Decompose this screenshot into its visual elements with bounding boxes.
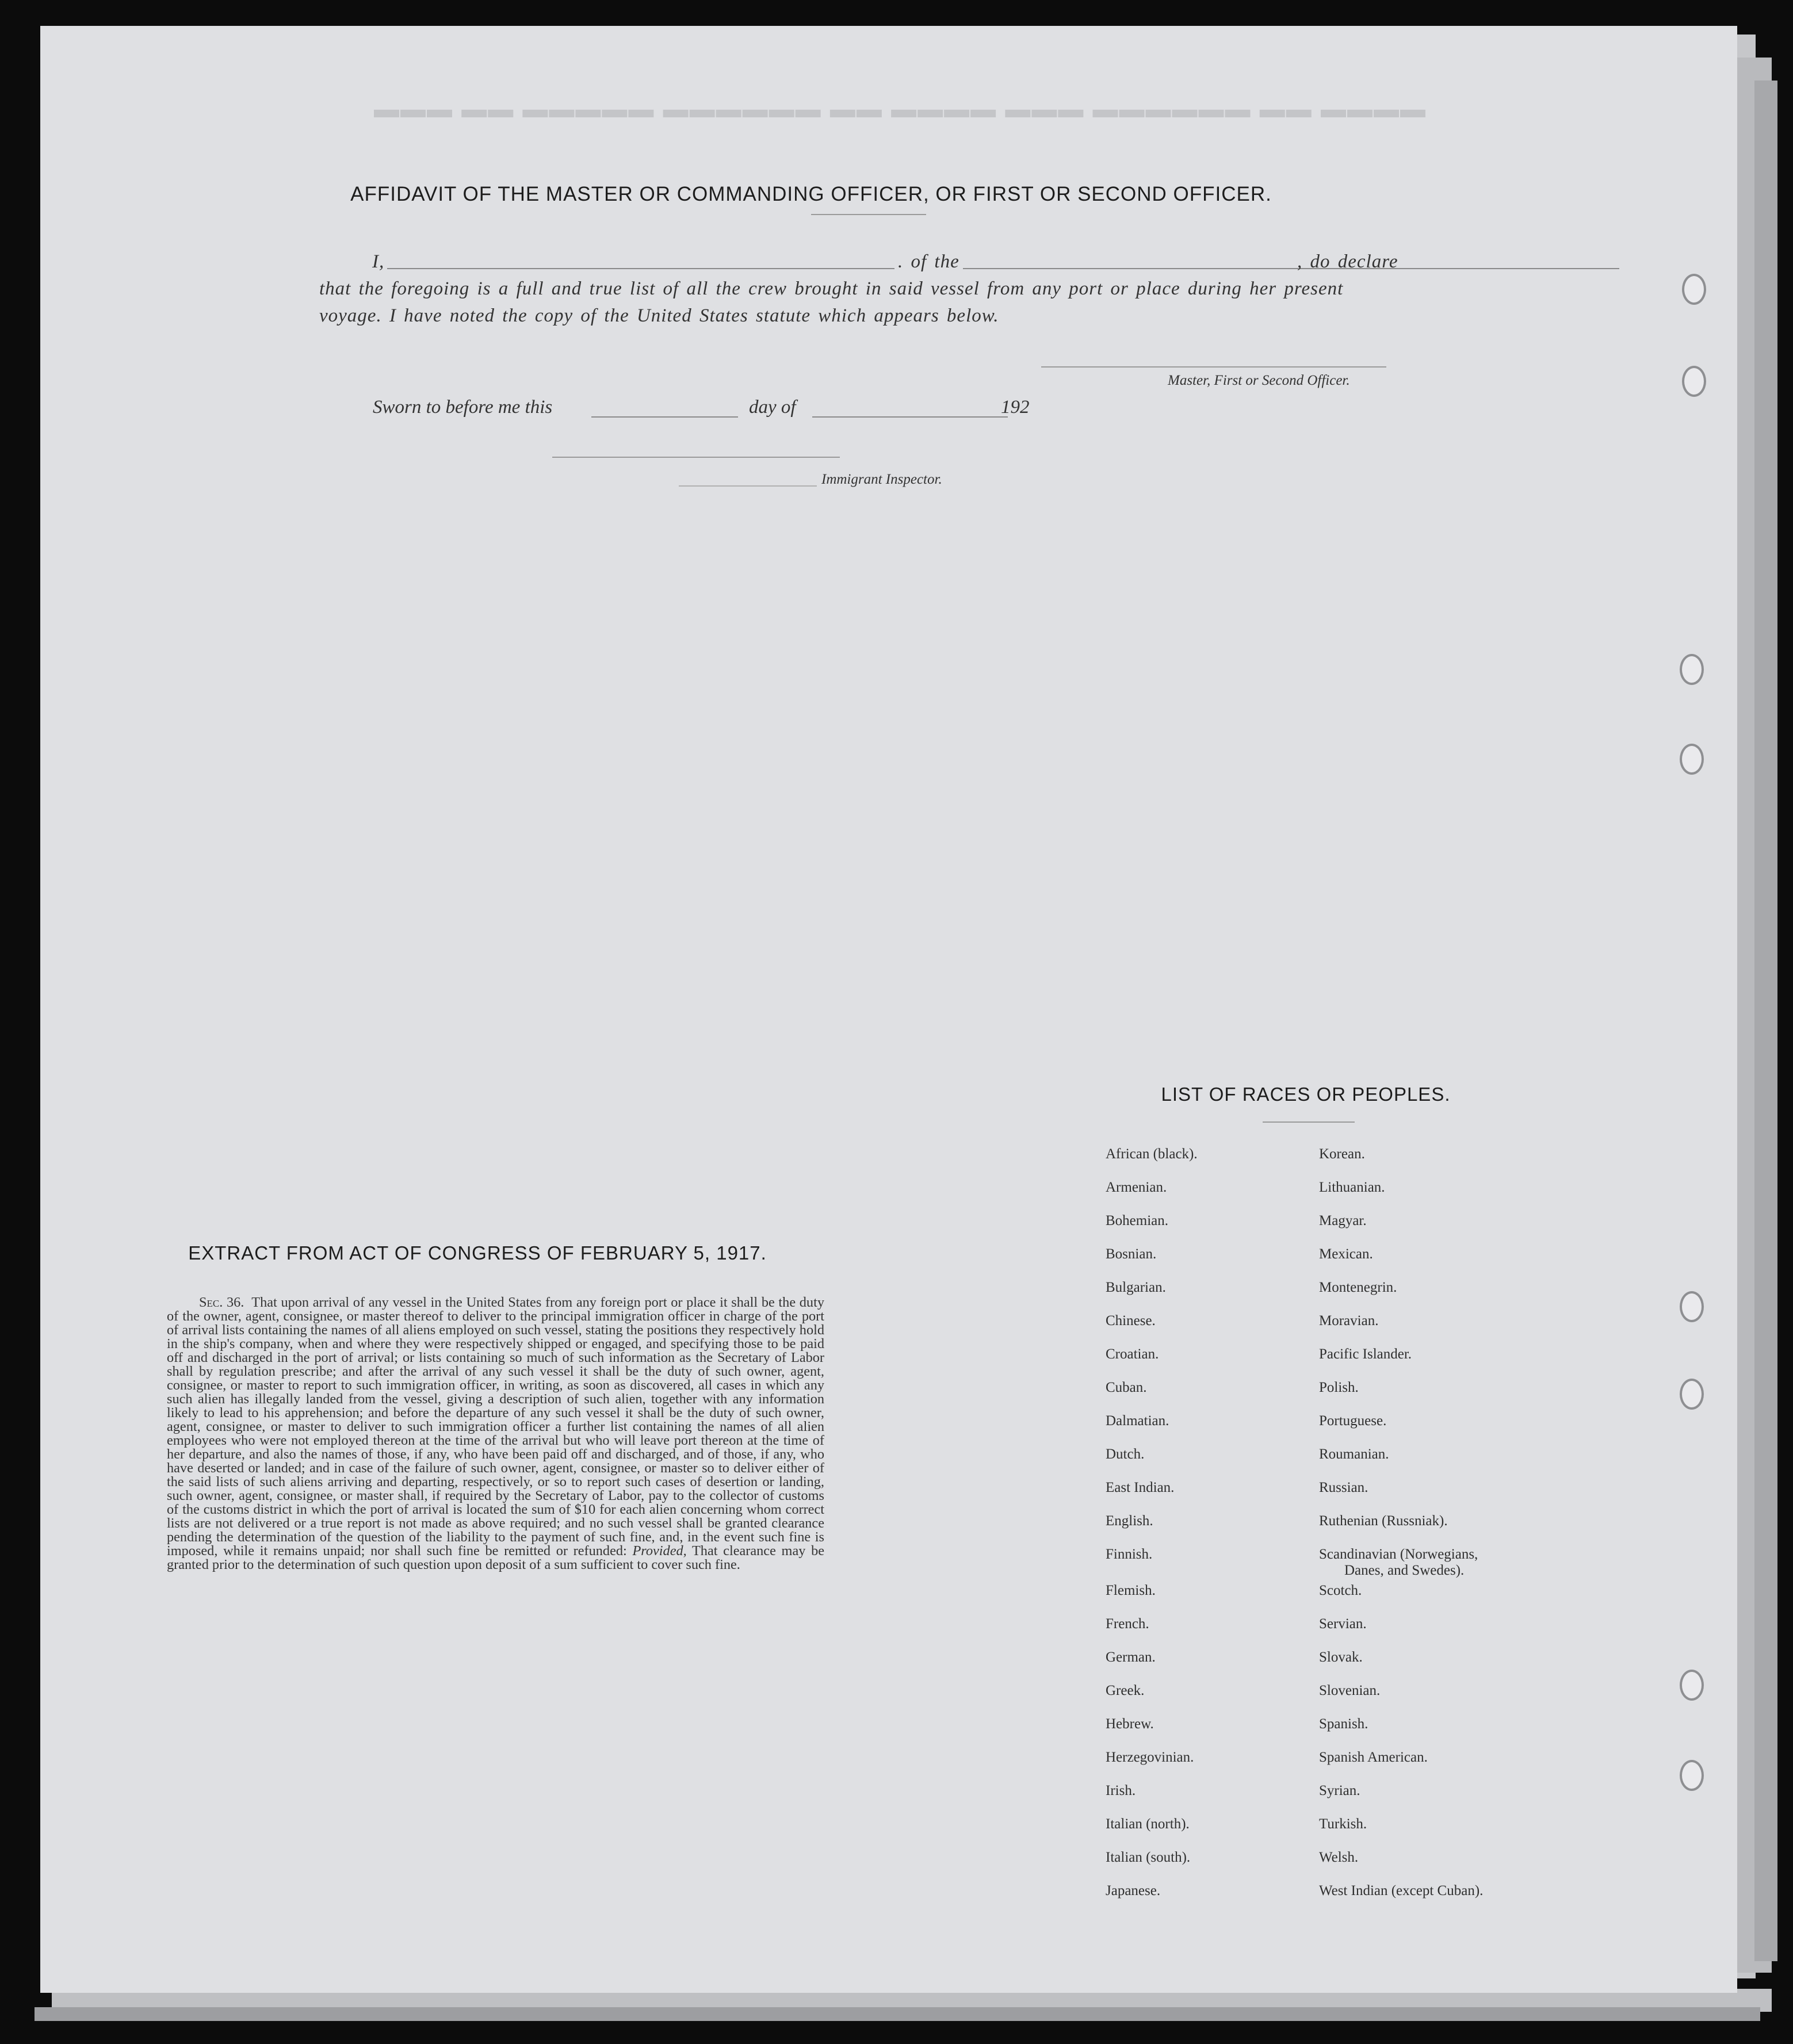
race-item: Croatian.	[1106, 1346, 1159, 1362]
sworn-prefix: Sworn to before me this	[373, 397, 553, 418]
sworn-day-of: day of	[749, 397, 796, 418]
declaration-line-3: voyage. I have noted the copy of the United States statute which appears below.	[319, 305, 999, 326]
race-item: Turkish.	[1319, 1816, 1367, 1832]
race-item: Dutch.	[1106, 1446, 1145, 1462]
binder-hole	[1682, 366, 1706, 397]
sworn-day-field[interactable]	[591, 416, 738, 418]
race-item: Italian (south).	[1106, 1850, 1191, 1865]
declaration-of-the: . of the	[894, 248, 963, 275]
race-item: Portuguese.	[1319, 1413, 1387, 1429]
race-item: West Indian (except Cuban).	[1319, 1883, 1484, 1898]
race-item: Roumanian.	[1319, 1446, 1389, 1462]
race-item: Moravian.	[1319, 1313, 1379, 1329]
race-item: Syrian.	[1319, 1783, 1360, 1798]
declaration-i: I,	[372, 251, 385, 272]
inspector-caption: Immigrant Inspector.	[821, 472, 942, 487]
extract-text: That upon arrival of any vessel in the United States from any foreign port or place it shall be the duty of the owner, agent, consignee, or master thereof to deliver to the principal immigration officer in charge of the port of arrival lists containing the names of all aliens employed on such vessel, stating the positions they respectively hold in the ship's company, when and where they were respectively shipped or engaged, and specifying those to be paid off and discharged in the port of arrival; or lists containing so much of such information as the Secretary of Labor shall by regulation prescribe; and after the arrival of any such vessel it shall be the duty of such owner, agent, consignee, or master to report to such immigration officer, in writing, as soon as discovered, all cases in which any such alien has illegally landed from the vessel, giving a description of such alien, together with any information likely to lead to his apprehension; and before the departure of any such vessel it shall be the duty of such owner, agent, consignee, or master to deliver to such immigration officer a further list containing the names of all alien employees who were not employed thereon at the time of the arrival but who will leave port thereon at the time of her departure, and also the names of those, if any, who have been paid off and discharged, and of those, if any, who have deserted or landed; and in case of the failure of such owner, agent, consignee, or master so to deliver either of the said lists of such aliens arriving and departing, respectively, or so to report such cases of desertion or landing, such owner, agent, consignee, or master shall, if required by the Secretary of Labor, pay to the collector of customs of the customs district in which the port of arrival is located the sum of $10 for each alien concerning whom correct lists are not delivered or a true report is not made as above required; and no such vessel shall be granted clearance pending the determination of the question of the liability to the payment of such fine, and, in the event such fine is imposed, while it remains unpaid; nor shall such fine be remitted or refunded:	[167, 1295, 824, 1559]
race-item: Scotch.	[1319, 1583, 1362, 1598]
sworn-month-field[interactable]	[812, 416, 1008, 418]
race-item: Hebrew.	[1106, 1716, 1154, 1732]
races-right-column	[1319, 1146, 1483, 1916]
sworn-line	[373, 397, 1063, 424]
extract-title: EXTRACT FROM ACT OF CONGRESS OF FEBRUARY 5, 1917.	[188, 1242, 767, 1264]
binder-hole	[1680, 1670, 1704, 1701]
race-item: Cuban.	[1106, 1380, 1147, 1395]
race-item: Pacific Islander.	[1319, 1346, 1412, 1362]
extract-body	[167, 1296, 824, 1572]
race-item: Ruthenian (Russniak).	[1319, 1513, 1448, 1529]
race-item: Bohemian.	[1106, 1213, 1169, 1228]
race-item: French.	[1106, 1616, 1149, 1632]
back-sheet-bottom-edge	[35, 2007, 1760, 2021]
races-title-divider	[1263, 1121, 1355, 1123]
declaration-text	[319, 248, 1412, 330]
back-sheet-edge	[1754, 81, 1777, 1961]
section-label: Sec. 36.	[199, 1295, 244, 1310]
race-item: Slovenian.	[1319, 1683, 1381, 1698]
race-item-continuation: Danes, and Swedes).	[1344, 1563, 1465, 1578]
race-item: Herzegovinian.	[1106, 1750, 1194, 1765]
binder-hole	[1680, 654, 1704, 685]
race-item: Chinese.	[1106, 1313, 1156, 1329]
race-item: Lithuanian.	[1319, 1180, 1385, 1195]
races-list-title: LIST OF RACES OR PEOPLES.	[1161, 1084, 1451, 1105]
master-signature-line[interactable]	[1041, 366, 1386, 368]
race-item: English.	[1106, 1513, 1153, 1529]
race-item: Welsh.	[1319, 1850, 1359, 1865]
race-item: Scandinavian (Norwegians,	[1319, 1547, 1478, 1562]
race-item: Spanish American.	[1319, 1750, 1428, 1765]
binder-hole	[1682, 274, 1706, 305]
race-item: Montenegrin.	[1319, 1280, 1397, 1295]
race-item: Slovak.	[1319, 1649, 1363, 1665]
bleed-through-heading: ▬▬▬ ▬▬ ▬▬▬▬▬ ▬▬▬▬▬▬ ▬▬ ▬▬▬▬ ▬▬▬ ▬▬▬▬▬▬ ▬▬ ▬▬▬▬	[373, 95, 1427, 123]
race-item: Korean.	[1319, 1146, 1365, 1162]
race-item: Magyar.	[1319, 1213, 1367, 1228]
declaration-line-2: that the foregoing is a full and true list of all the crew brought in said vessel from any port or place during her present	[319, 278, 1344, 299]
sworn-year: 192	[1001, 397, 1030, 418]
race-item: Bulgarian.	[1106, 1280, 1166, 1295]
declaration-declare: , do declare	[1297, 251, 1398, 272]
race-item: Flemish.	[1106, 1583, 1156, 1598]
inspector-caption-leader	[679, 485, 817, 487]
master-signature-caption: Master, First or Second Officer.	[1168, 373, 1350, 388]
race-item: Servian.	[1319, 1616, 1367, 1632]
race-item: German.	[1106, 1649, 1156, 1665]
binder-hole	[1680, 1291, 1704, 1322]
race-item: Italian (north).	[1106, 1816, 1190, 1832]
race-item: African (black).	[1106, 1146, 1198, 1162]
race-item: Dalmatian.	[1106, 1413, 1169, 1429]
binder-hole	[1680, 1379, 1704, 1410]
race-item: Greek.	[1106, 1683, 1145, 1698]
provided-clause: Provided,	[632, 1543, 687, 1559]
races-left-column	[1106, 1146, 1198, 1916]
race-item: Irish.	[1106, 1783, 1136, 1798]
race-item: Mexican.	[1319, 1246, 1373, 1262]
race-item: Japanese.	[1106, 1883, 1161, 1898]
race-item: Finnish.	[1106, 1547, 1153, 1562]
inspector-signature-line[interactable]	[552, 457, 840, 458]
race-item: Bosnian.	[1106, 1246, 1157, 1262]
binder-hole	[1680, 1760, 1704, 1791]
affidavit-title: AFFIDAVIT OF THE MASTER OR COMMANDING OFFICER, OR FIRST OR SECOND OFFICER.	[350, 183, 1272, 205]
race-item: Spanish.	[1319, 1716, 1368, 1732]
race-item: East Indian.	[1106, 1480, 1175, 1495]
race-item: Polish.	[1319, 1380, 1359, 1395]
race-item: Armenian.	[1106, 1180, 1167, 1195]
binder-hole	[1680, 744, 1704, 775]
extract-text-end: That clearance may be granted prior to the determination of such question upon deposit of a sum sufficient to cover such fine.	[167, 1543, 825, 1572]
title-divider	[811, 214, 926, 215]
declaration-line-1	[319, 248, 1412, 275]
race-item: Russian.	[1319, 1480, 1368, 1495]
